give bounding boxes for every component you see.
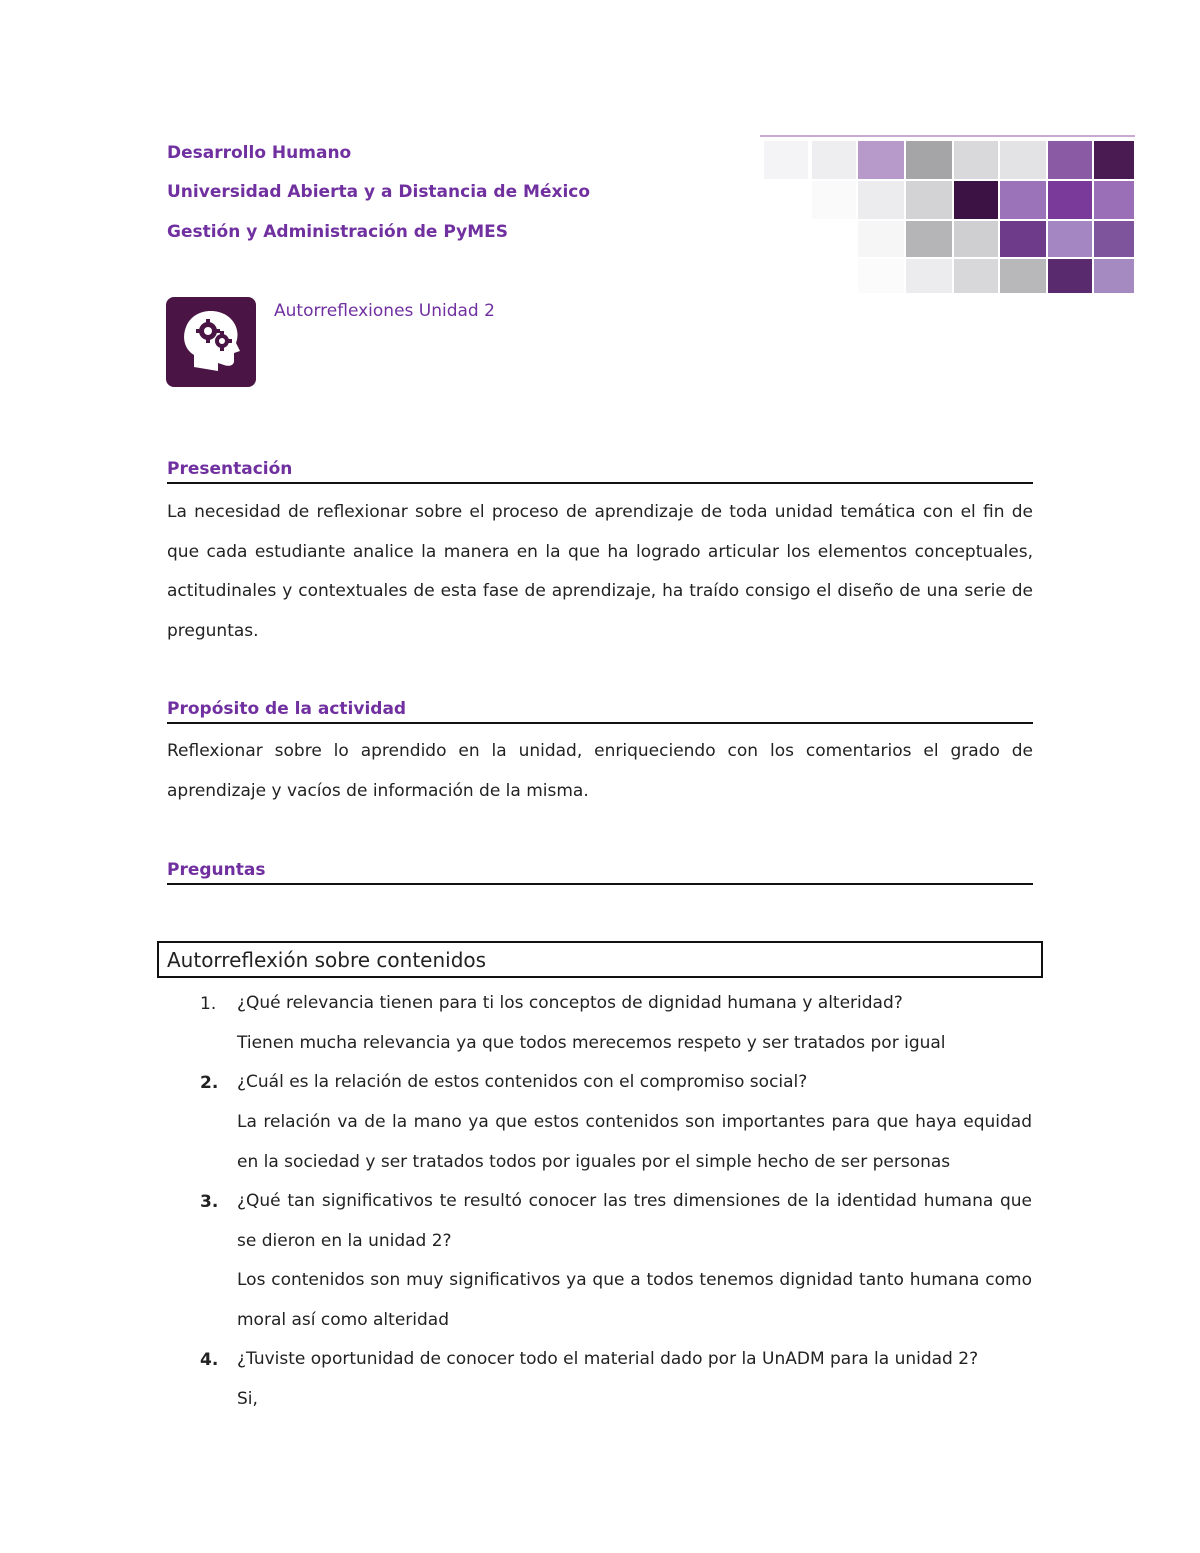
answer-text: La relación va de la mano ya que estos contenidos son importantes para que haya equidad en la sociedad y ser tratados todos por iguales por el simple hecho de ser personas <box>237 1112 1032 1172</box>
question-number: 3. <box>200 1192 219 1212</box>
answer-text: Tienen mucha relevancia ya que todos merecemos respeto y ser tratados por igual <box>237 1033 946 1053</box>
answer-text: Los contenidos son muy significativos ya que a todos tenemos dignidad tanto humana como moral así como alteridad <box>237 1270 1032 1330</box>
section-title-presentacion: Presentación <box>167 459 293 479</box>
question-number: 1. <box>200 994 217 1014</box>
section-title-preguntas: Preguntas <box>167 860 266 880</box>
head-gears-icon <box>166 297 256 387</box>
answer-text: Si, <box>237 1389 258 1409</box>
question-text: ¿Qué tan significativos te resultó conocer las tres dimensiones de la identidad humana que se dieron en la unidad 2? <box>237 1191 1032 1251</box>
program-name: Gestión y Administración de PyMES <box>167 222 509 242</box>
autorreflexion-box-title: Autorreflexión sobre contenidos <box>167 948 487 972</box>
section-divider <box>167 482 1033 484</box>
proposito-text: Reflexionar sobre lo aprendido en la unidad, enriqueciendo con los comentarios el grado de aprendizaje y vacíos de información de la misma. <box>167 741 1033 801</box>
section-divider <box>167 722 1033 724</box>
question-number: 2. <box>200 1073 219 1093</box>
university-name: Universidad Abierta y a Distancia de México <box>167 182 591 202</box>
activity-title: Autorreflexiones Unidad 2 <box>274 301 495 321</box>
question-text: ¿Cuál es la relación de estos contenidos con el compromiso social? <box>237 1072 808 1092</box>
presentacion-text: La necesidad de reflexionar sobre el proceso de aprendizaje de toda unidad temática con el fin de que cada estudiante analice la manera en la que ha logrado articular los elementos conceptuales, actitudinales y contextuales de esta fase de aprendizaje, ha traído consigo el diseño de una serie de preguntas. <box>167 502 1033 641</box>
section-title-proposito: Propósito de la actividad <box>167 699 407 719</box>
question-number: 4. <box>200 1350 219 1370</box>
course-name: Desarrollo Humano <box>167 143 352 163</box>
question-text: ¿Tuviste oportunidad de conocer todo el material dado por la UnADM para la unidad 2? <box>237 1349 979 1369</box>
question-text: ¿Qué relevancia tienen para ti los conceptos de dignidad humana y alteridad? <box>237 993 903 1013</box>
header-mosaic-decoration <box>760 135 1135 295</box>
section-divider <box>167 883 1033 885</box>
autorreflexion-box <box>157 941 1043 978</box>
